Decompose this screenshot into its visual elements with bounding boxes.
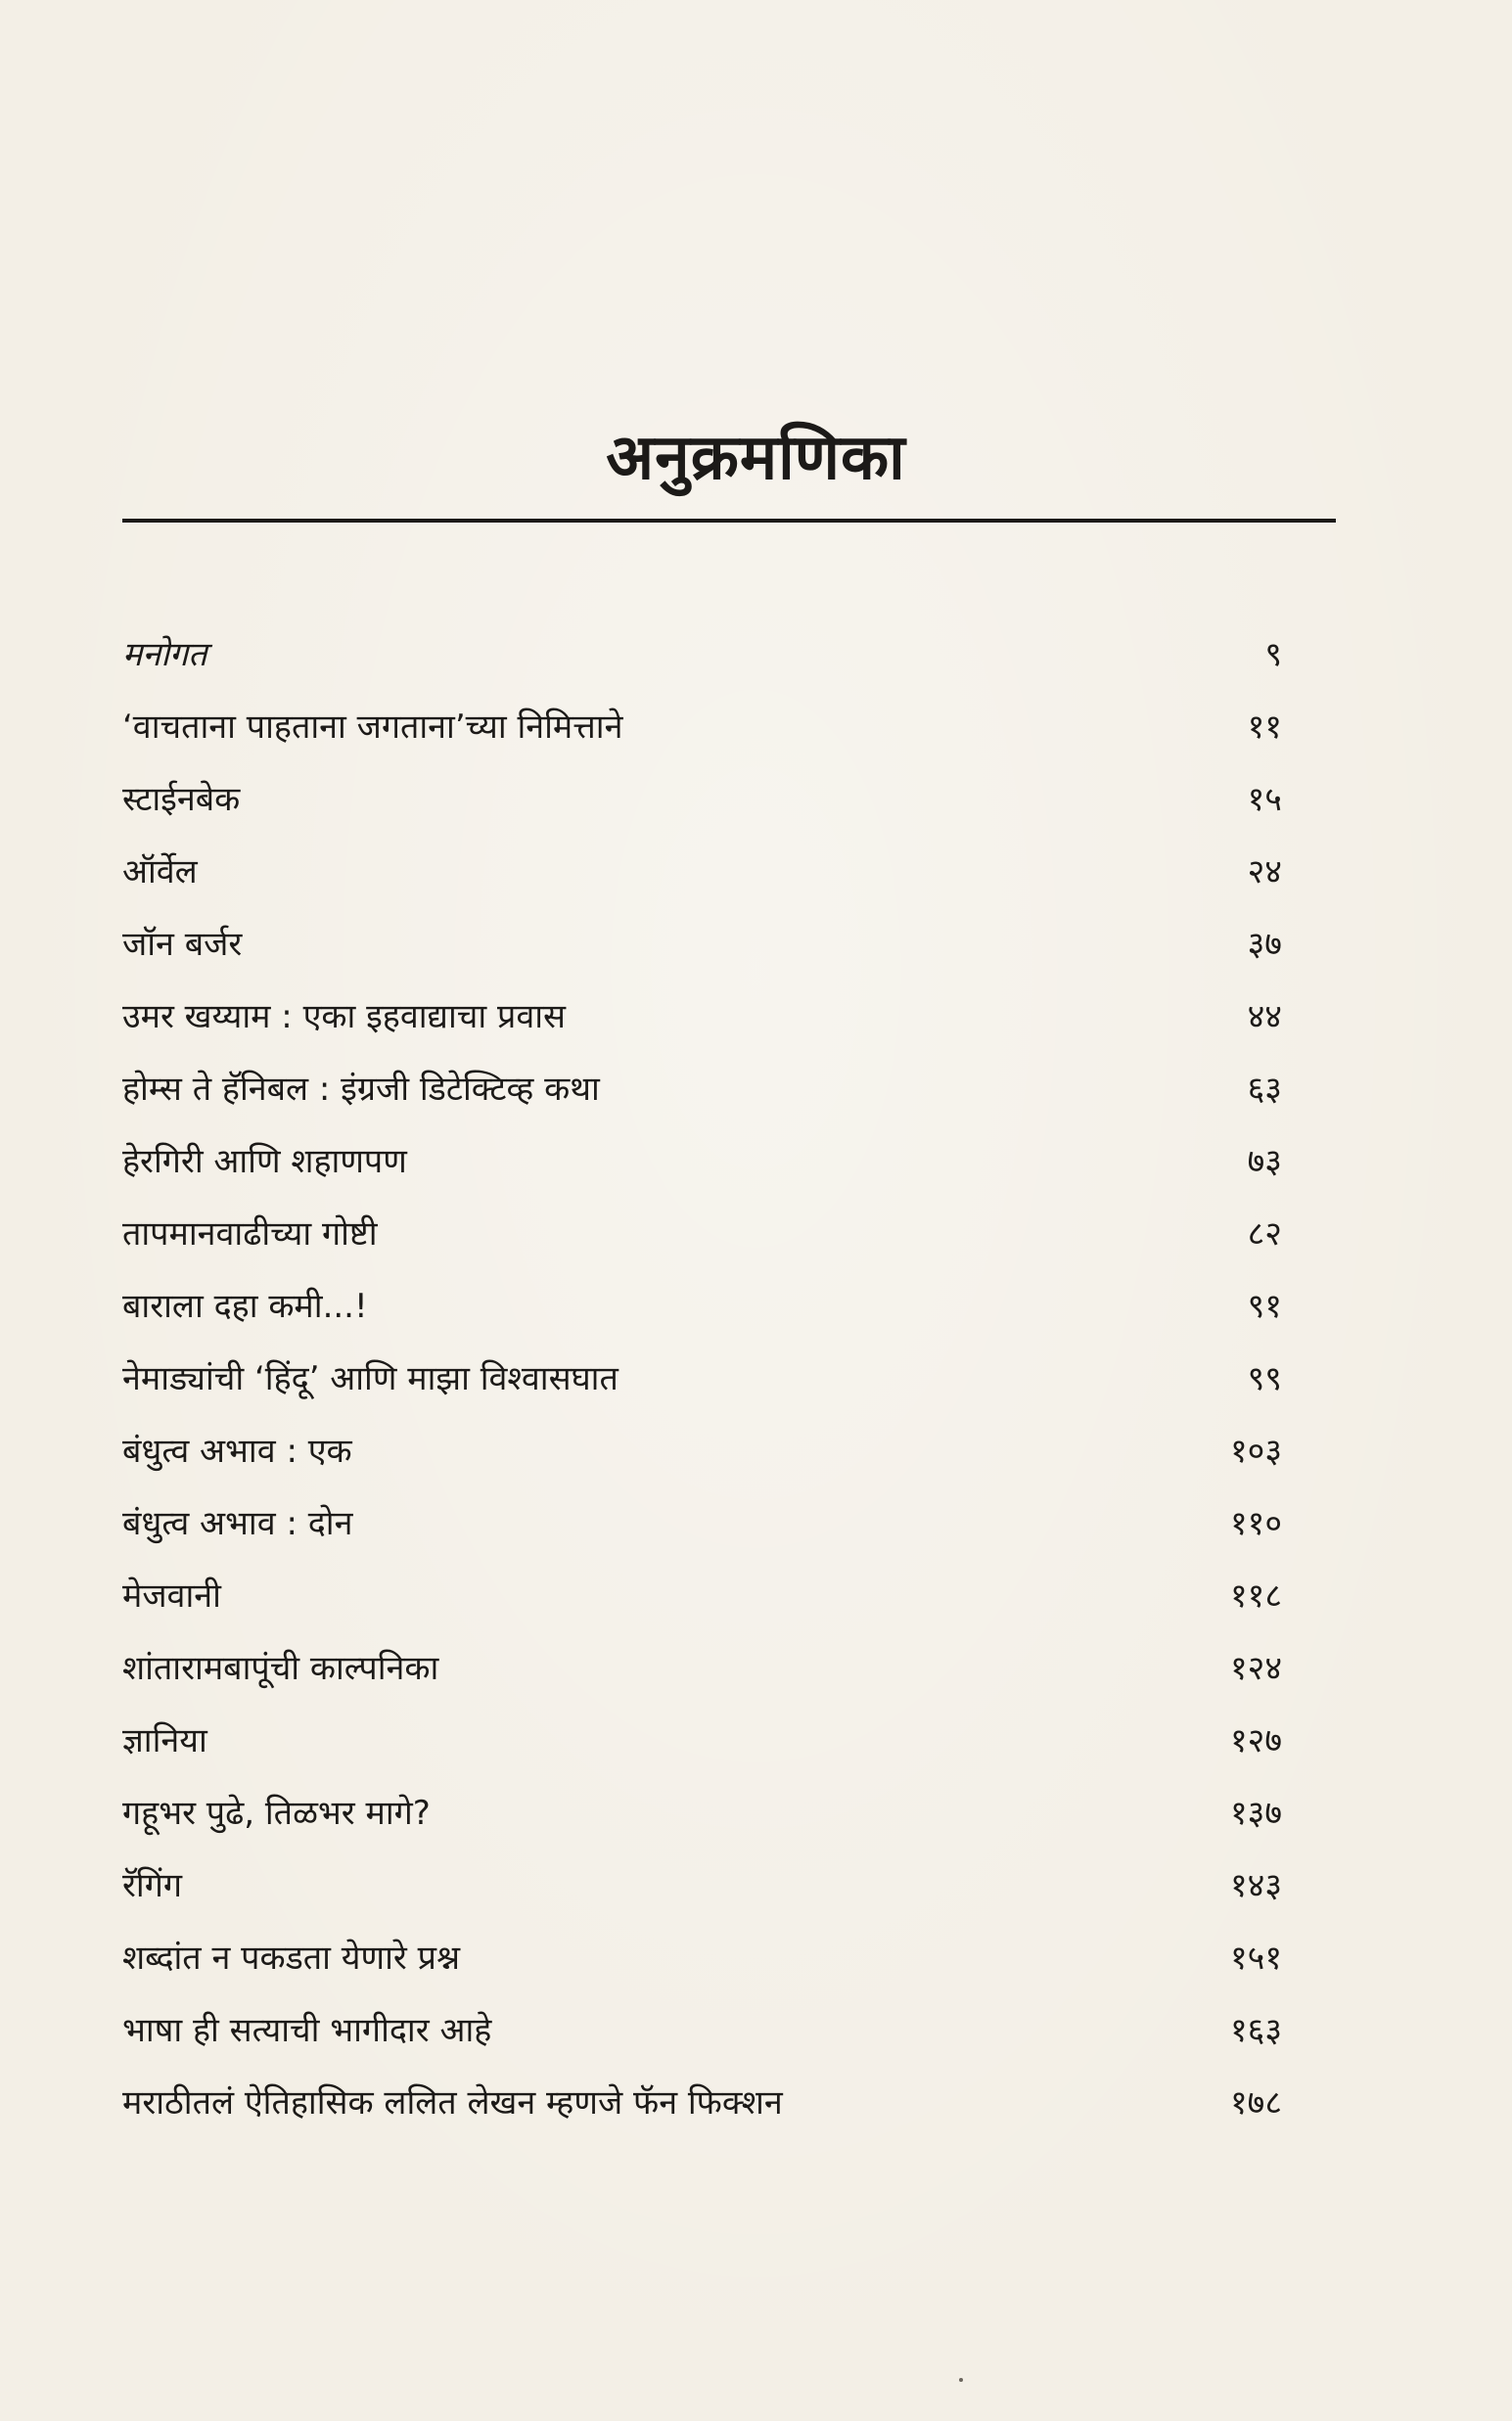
toc-entry: [122, 763, 1282, 836]
toc-entry: [122, 1777, 1282, 1850]
toc-entry: [122, 1560, 1282, 1632]
toc-entry-title: मराठीतलं ऐतिहासिक ललित लेखन म्हणजे फॅन फिक्शन: [122, 2083, 783, 2123]
toc-entry: [122, 618, 1282, 691]
toc-entry-title: होम्स ते हॅनिबल : इंग्रजी डिटेक्टिव्ह कथा: [122, 1070, 600, 1109]
toc-entry: [122, 2067, 1282, 2139]
toc-entry-page: १६३: [1229, 2011, 1282, 2050]
toc-entry-page: १७८: [1229, 2083, 1282, 2123]
toc-entry-page: ९९: [1247, 1359, 1282, 1398]
toc-entry-title: बाराला दहा कमी...!: [122, 1287, 368, 1326]
toc-entry: [122, 908, 1282, 981]
toc-entry-title: हेरगिरी आणि शहाणपण: [122, 1142, 407, 1181]
toc-entry: [122, 981, 1282, 1053]
toc-entry-title: भाषा ही सत्याची भागीदार आहे: [122, 2011, 492, 2050]
toc-entry-title: बंधुत्व अभाव : दोन: [122, 1504, 353, 1543]
toc-entry-page: १४३: [1229, 1866, 1282, 1905]
toc-entry: [122, 1415, 1282, 1487]
table-of-contents: [122, 618, 1282, 2139]
toc-entry: [122, 1922, 1282, 1994]
toc-entry: [122, 1198, 1282, 1270]
toc-entry-title: शब्दांत न पकडता येणारे प्रश्न: [122, 1939, 460, 1978]
title-divider: [122, 519, 1336, 523]
toc-entry-title: स्टाईनबेक: [122, 780, 241, 819]
toc-entry: [122, 691, 1282, 763]
toc-entry: [122, 1270, 1282, 1343]
toc-entry: [122, 1632, 1282, 1705]
toc-entry: [122, 1053, 1282, 1125]
toc-entry-page: १५: [1247, 780, 1282, 819]
toc-entry-page: १५१: [1229, 1939, 1282, 1978]
toc-entry-page: ३७: [1247, 925, 1282, 964]
toc-entry: [122, 1850, 1282, 1922]
toc-entry: [122, 1125, 1282, 1198]
toc-entry-title: गहूभर पुढे, तिळभर मागे?: [122, 1794, 431, 1833]
toc-entry-page: ११: [1247, 708, 1282, 747]
toc-entry-page: ९: [1264, 635, 1282, 674]
toc-entry-page: ११८: [1229, 1576, 1282, 1616]
toc-entry: [122, 1994, 1282, 2067]
toc-entry-title: ज्ञानिया: [122, 1721, 207, 1760]
toc-entry-title: ‘वाचताना पाहताना जगताना’च्या निमित्ताने: [122, 708, 623, 747]
toc-entry-title: नेमाड्यांची ‘हिंदू’ आणि माझा विश्वासघात: [122, 1359, 619, 1398]
toc-entry-title: मेजवानी: [122, 1576, 221, 1616]
toc-entry-title: जॉन बर्जर: [122, 925, 243, 964]
toc-entry-title: ऑर्वेल: [122, 852, 198, 891]
page-title: अनुक्रमणिका: [606, 421, 906, 494]
toc-entry: [122, 1705, 1282, 1777]
toc-entry-page: ११०: [1229, 1504, 1282, 1543]
toc-entry-page: १३७: [1229, 1794, 1282, 1833]
toc-entry: [122, 1487, 1282, 1560]
toc-entry: [122, 1343, 1282, 1415]
toc-entry-title: उमर खय्याम : एका इहवाद्याचा प्रवास: [122, 997, 567, 1036]
toc-entry-page: २४: [1247, 852, 1282, 891]
toc-entry-page: ४४: [1247, 997, 1282, 1036]
toc-entry-title: मनोगत: [122, 635, 207, 674]
toc-entry-page: १२४: [1229, 1649, 1282, 1688]
toc-entry-page: १०३: [1229, 1432, 1282, 1471]
toc-entry-page: ८२: [1247, 1214, 1282, 1254]
page-speck: [959, 2378, 963, 2382]
toc-entry-page: ७३: [1247, 1142, 1282, 1181]
toc-entry-page: १२७: [1229, 1721, 1282, 1760]
toc-entry-page: ६३: [1247, 1070, 1282, 1109]
toc-entry-title: तापमानवाढीच्या गोष्टी: [122, 1214, 378, 1254]
toc-entry-title: बंधुत्व अभाव : एक: [122, 1432, 352, 1471]
toc-entry-title: शांतारामबापूंची काल्पनिका: [122, 1649, 439, 1688]
toc-entry-title: रॅगिंग: [122, 1866, 182, 1905]
toc-entry-page: ९१: [1247, 1287, 1282, 1326]
toc-entry: [122, 836, 1282, 908]
